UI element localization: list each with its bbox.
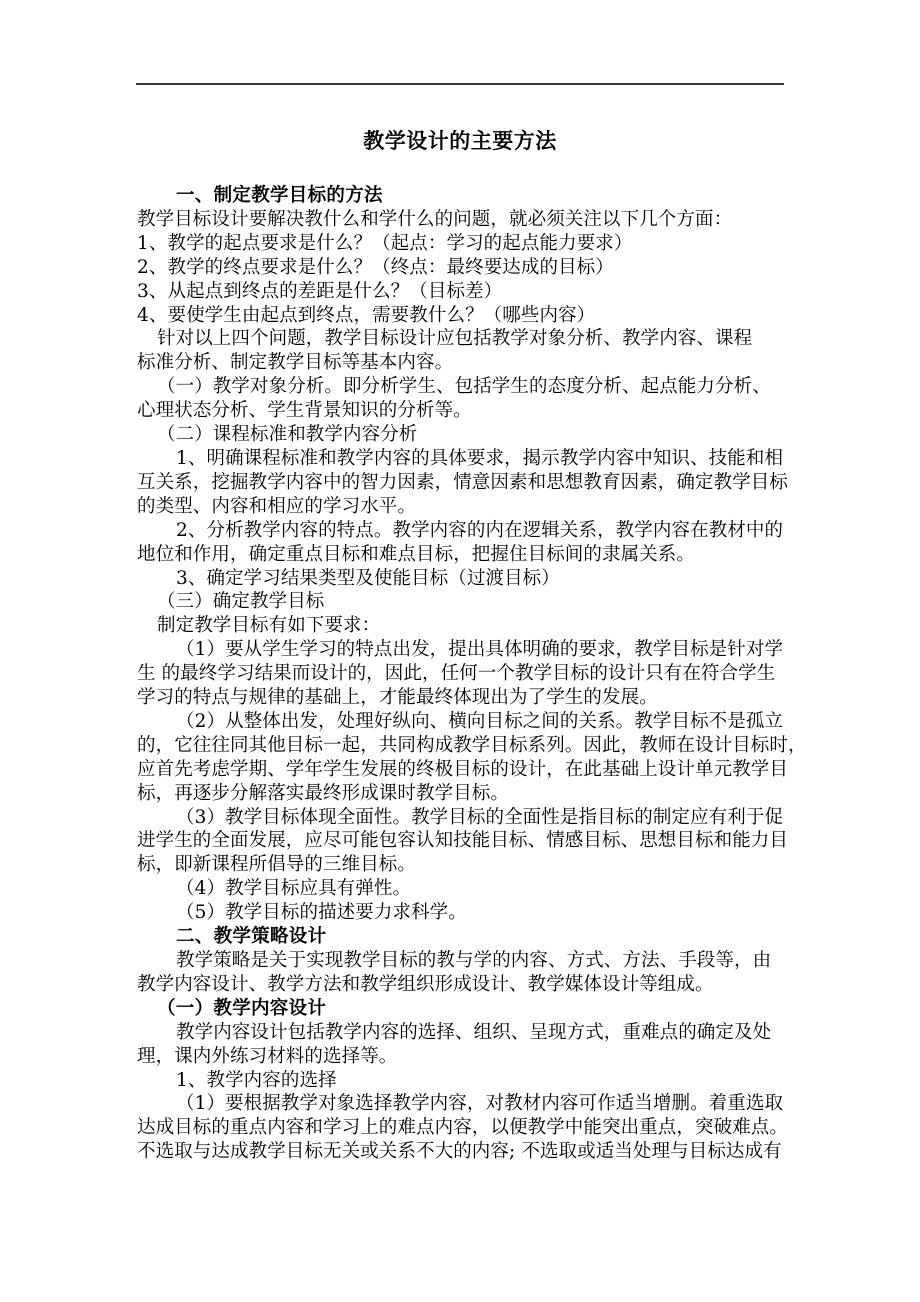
body-line: 的，它往往同其他目标一起，共同构成教学目标系列。因此，教师在设计目标时， xyxy=(137,734,807,756)
body-line: （1）要从学生学习的特点出发，提出具体明确的要求，教学目标是针对学 xyxy=(176,639,784,661)
body-line: 达成目标的重点内容和学习上的难点内容，以便教学中能突出重点，突破难点。 xyxy=(137,1117,789,1139)
body-line: 教学策略是关于实现教学目标的教与学的内容、方式、方法、手段等，由 xyxy=(176,950,772,971)
section-heading: 一、制定教学目标的方法 xyxy=(176,185,383,206)
body-line: 针对以上四个问题，教学目标设计应包括教学对象分析、教学内容、课程 xyxy=(157,328,753,350)
body-line: （1）要根据教学对象选择教学内容，对教材内容可作适当增删。着重选取 xyxy=(176,1093,784,1115)
page-title: 教学设计的主要方法 xyxy=(363,129,557,154)
body-line: （二）课程标准和教学内容分析 xyxy=(157,424,418,446)
body-line: 不选取与达成教学目标无关或关系不大的内容; 不选取或适当处理与目标达成有 xyxy=(137,1141,782,1163)
section-heading: 二、教学策略设计 xyxy=(176,926,327,948)
body-line: 进学生的全面发展，应尽可能包容认知技能目标、情感目标、思想目标和能力目 xyxy=(137,830,789,852)
section-heading: （一）教学内容设计 xyxy=(157,997,327,1019)
body-line: 心理状态分析、学生背景知识的分析等。 xyxy=(137,400,472,422)
body-line: 教学目标设计要解决教什么和学什么的问题，就必须关注以下几个方面： xyxy=(137,208,733,230)
body-line: 3、确定学习结果类型及使能目标（过渡目标） xyxy=(176,567,560,589)
body-line: 教学内容设计、教学方法和教学组织形成设计、教学媒体设计等组成。 xyxy=(137,973,714,995)
body-line: 互关系，挖掘教学内容中的智力因素，情意因素和思想教育因素，确定教学目标 xyxy=(137,471,789,493)
body-line: 1、明确课程标准和教学内容的具体要求，揭示教学内容中知识、技能和相 xyxy=(176,447,784,469)
body-line: 4、要使学生由起点到终点，需要教什么？（哪些内容） xyxy=(137,304,596,326)
body-line: （三）确定教学目标 xyxy=(157,591,325,613)
header-divider-rule xyxy=(136,83,784,85)
document-body xyxy=(137,184,829,1164)
body-line: 生 的最终学习结果而设计的，因此，任何一个教学目标的设计只有在符合学生 xyxy=(137,663,776,685)
body-line: 标，再逐步分解落实最终形成课时教学目标。 xyxy=(137,782,510,804)
body-line: 标，即新课程所倡导的三维目标。 xyxy=(137,854,417,876)
body-line: 1、教学内容的选择 xyxy=(176,1069,337,1091)
body-line: 制定教学目标有如下要求： xyxy=(157,615,381,637)
body-line: 理，课内外练习材料的选择等。 xyxy=(137,1045,398,1067)
body-line: 应首先考虑学期、学年学生发展的终极目标的设计，在此基础上设计单元教学目 xyxy=(137,758,789,780)
body-line: 学习的特点与规律的基础上，才能最终体现出为了学生的发展。 xyxy=(137,687,658,709)
body-line: 2、分析教学内容的特点。教学内容的内在逻辑关系，教学内容在教材中的 xyxy=(176,519,784,541)
body-line: 3、从起点到终点的差距是什么？（目标差） xyxy=(137,280,503,302)
body-line: （4）教学目标应具有弹性。 xyxy=(176,878,412,900)
body-line: 1、教学的起点要求是什么？（起点：学习的起点能力要求） xyxy=(137,232,633,254)
body-line: （一）教学对象分析。即分析学生、包括学生的态度分析、起点能力分析、 xyxy=(157,376,771,398)
body-line: 标准分析、制定教学目标等基本内容。 xyxy=(137,352,454,374)
body-line: （3）教学目标体现全面性。教学目标的全面性是指目标的制定应有利于促 xyxy=(176,806,784,828)
body-line: 教学内容设计包括教学内容的选择、组织、呈现方式，重难点的确定及处 xyxy=(176,1021,772,1043)
body-line: （2）从整体出发，处理好纵向、横向目标之间的关系。教学目标不是孤立 xyxy=(176,710,784,732)
body-line: 地位和作用，确定重点目标和难点目标，把握住目标间的隶属关系。 xyxy=(137,543,696,565)
body-line: 2、教学的终点要求是什么？（终点：最终要达成的目标） xyxy=(137,256,614,278)
body-line: （5）教学目标的描述要力求科学。 xyxy=(176,902,467,924)
body-line: 的类型、内容和相应的学习水平。 xyxy=(137,495,417,517)
